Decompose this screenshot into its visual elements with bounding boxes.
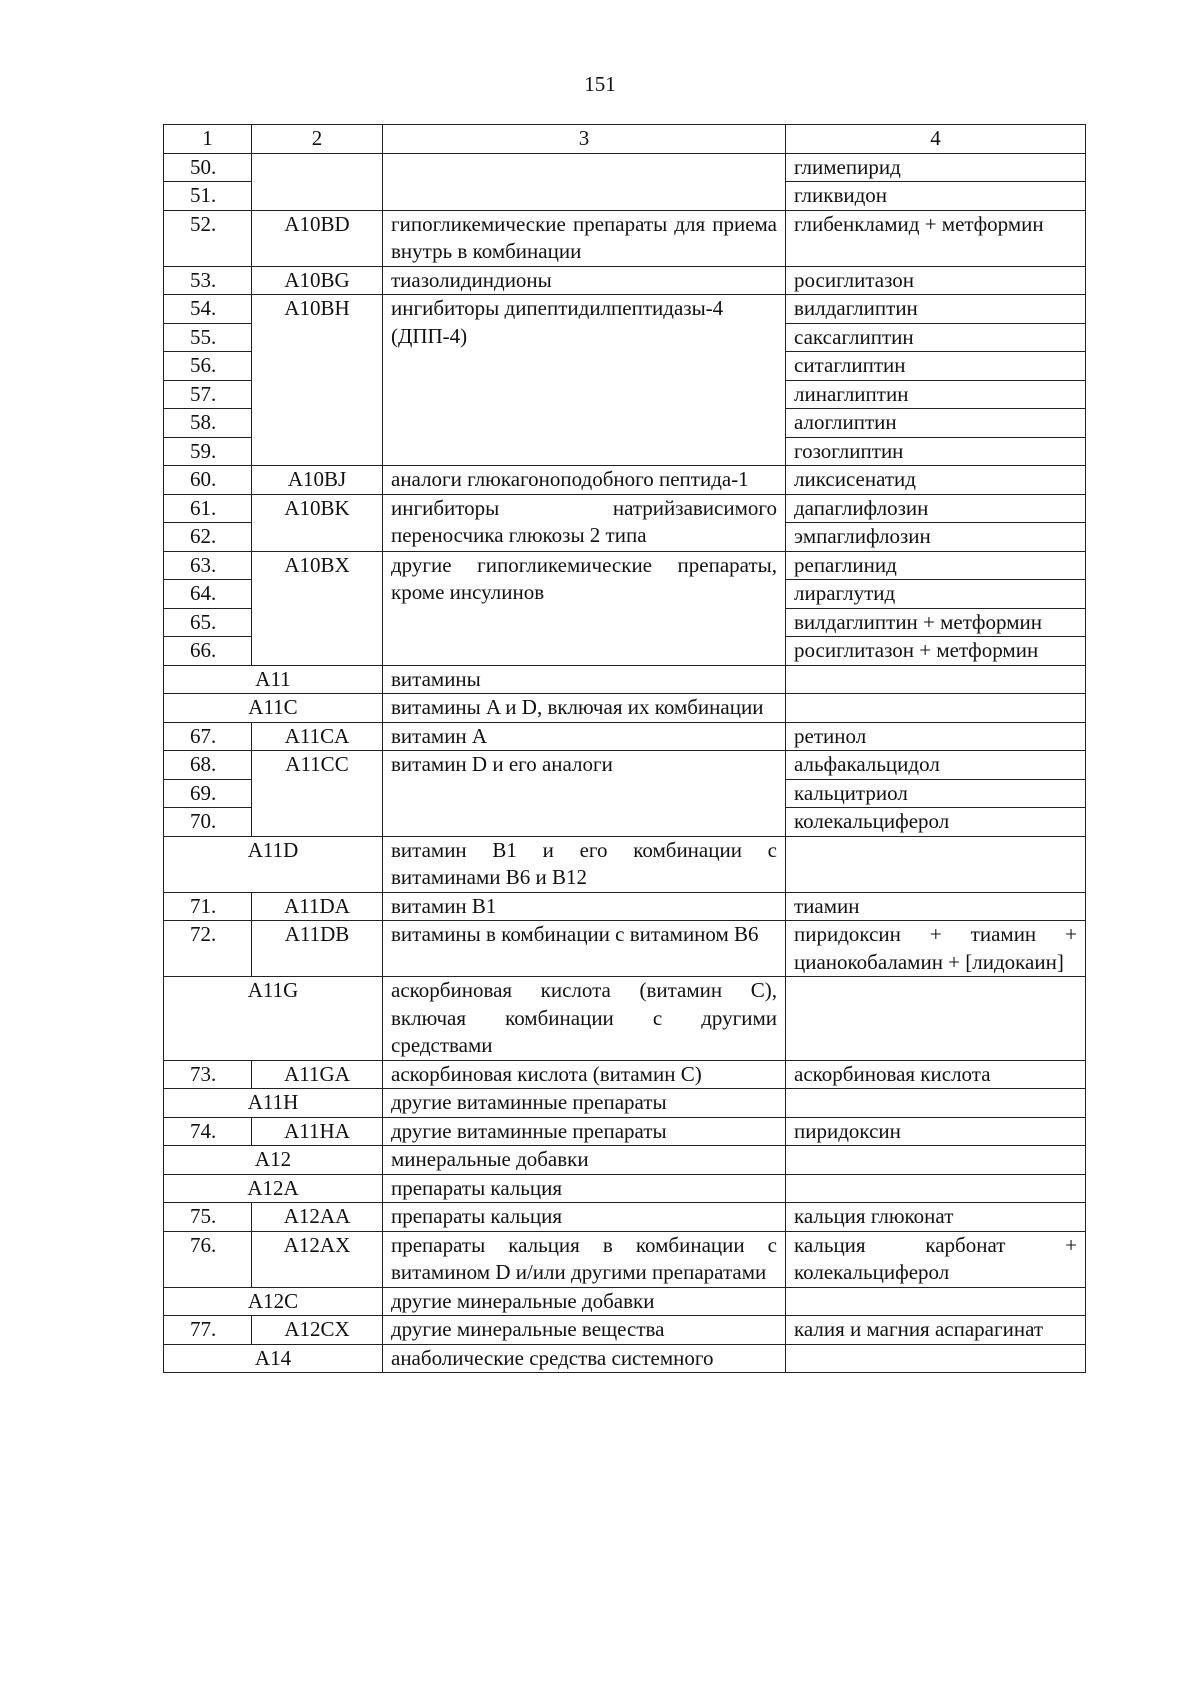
group-drug (786, 1344, 1086, 1373)
row-number: 69. (164, 779, 252, 808)
group-row (164, 836, 1086, 892)
row-number: 57. (164, 380, 252, 409)
group-description: аскорбиновая кислота (витамин C) (383, 1060, 786, 1089)
row-number: 64. (164, 580, 252, 609)
table-row (164, 210, 1086, 266)
drug-name: кальция глюконат (786, 1203, 1086, 1232)
group-description: препараты кальция (383, 1203, 786, 1232)
row-number: 74. (164, 1117, 252, 1146)
group-drug (786, 1287, 1086, 1316)
group-row (164, 1344, 1086, 1373)
drug-name: лираглутид (786, 580, 1086, 609)
atc-code: A10BD (252, 210, 383, 266)
group-description: минеральные добавки (383, 1146, 786, 1175)
table-row (164, 295, 1086, 324)
group-description: анаболические средства системного (383, 1344, 786, 1373)
group-description: препараты кальция в комбинации с витамином D и/или другими препаратами (383, 1231, 786, 1287)
group-row (164, 694, 1086, 723)
column-header: 4 (786, 125, 1086, 154)
atc-code: A10BX (252, 551, 383, 665)
drug-name: ликсисенатид (786, 466, 1086, 495)
group-code: A14 (164, 1344, 383, 1373)
table-row (164, 266, 1086, 295)
group-row (164, 1287, 1086, 1316)
group-description: другие минеральные добавки (383, 1287, 786, 1316)
drug-name: гликвидон (786, 182, 1086, 211)
group-description: витамины (383, 665, 786, 694)
group-description: другие минеральные вещества (383, 1316, 786, 1345)
table-row (164, 1117, 1086, 1146)
atc-code: A12AA (252, 1203, 383, 1232)
group-description: другие гипогликемические препараты, кроме инсулинов (383, 551, 786, 665)
row-number: 66. (164, 637, 252, 666)
group-description: другие витаминные препараты (383, 1089, 786, 1118)
table-row (164, 551, 1086, 580)
group-description: витамины A и D, включая их комбинации (383, 694, 786, 723)
row-number: 58. (164, 409, 252, 438)
group-code: A12A (164, 1174, 383, 1203)
drug-name: глимепирид (786, 153, 1086, 182)
row-number: 68. (164, 751, 252, 780)
group-description: ингибиторы дипептидилпептидазы-4 (ДПП-4) (383, 295, 786, 466)
row-number: 51. (164, 182, 252, 211)
group-description: витамины в комбинации с витамином B6 (383, 921, 786, 977)
drug-name: пиридоксин (786, 1117, 1086, 1146)
column-header: 2 (252, 125, 383, 154)
atc-code: A10BG (252, 266, 383, 295)
group-description: гипогликемические препараты для приема внутрь в комбинации (383, 210, 786, 266)
row-number: 71. (164, 892, 252, 921)
row-number: 61. (164, 494, 252, 523)
drug-name: калия и магния аспарагинат (786, 1316, 1086, 1345)
group-description: другие витаминные препараты (383, 1117, 786, 1146)
atc-code: A10BH (252, 295, 383, 466)
row-number: 59. (164, 437, 252, 466)
group-drug (786, 1146, 1086, 1175)
row-number: 54. (164, 295, 252, 324)
atc-code (252, 153, 383, 210)
group-drug (786, 1089, 1086, 1118)
atc-code: A11DB (252, 921, 383, 977)
group-drug (786, 977, 1086, 1061)
drug-name: вилдаглиптин + метформин (786, 608, 1086, 637)
row-number: 63. (164, 551, 252, 580)
group-code: A11H (164, 1089, 383, 1118)
row-number: 52. (164, 210, 252, 266)
drug-name: кальцитриол (786, 779, 1086, 808)
atc-code: A11HA (252, 1117, 383, 1146)
group-description: витамин D и его аналоги (383, 751, 786, 837)
table-row (164, 1060, 1086, 1089)
group-code: A11G (164, 977, 383, 1061)
page-number: 151 (584, 72, 616, 96)
row-number: 70. (164, 808, 252, 837)
row-number: 67. (164, 722, 252, 751)
group-description (383, 153, 786, 210)
drug-name: ретинол (786, 722, 1086, 751)
atc-code: A12AX (252, 1231, 383, 1287)
atc-code: A11CA (252, 722, 383, 751)
drug-name: саксаглиптин (786, 323, 1086, 352)
column-header: 1 (164, 125, 252, 154)
group-description: витамин A (383, 722, 786, 751)
atc-code: A11CC (252, 751, 383, 837)
row-number: 60. (164, 466, 252, 495)
atc-code: A11DA (252, 892, 383, 921)
row-number: 73. (164, 1060, 252, 1089)
group-row (164, 1146, 1086, 1175)
drug-name: репаглинид (786, 551, 1086, 580)
row-number: 56. (164, 352, 252, 381)
atc-code: A11GA (252, 1060, 383, 1089)
group-description: витамин B1 (383, 892, 786, 921)
table-row (164, 892, 1086, 921)
drug-name: дапаглифлозин (786, 494, 1086, 523)
group-description: ингибиторы натрийзависимого переносчика глюкозы 2 типа (383, 494, 786, 551)
table-row (164, 722, 1086, 751)
drug-name: ситаглиптин (786, 352, 1086, 381)
drug-name: альфакальцидол (786, 751, 1086, 780)
drug-name: линаглиптин (786, 380, 1086, 409)
atc-code: A12CX (252, 1316, 383, 1345)
column-header: 3 (383, 125, 786, 154)
drug-name: аскорбиновая кислота (786, 1060, 1086, 1089)
drug-name: вилдаглиптин (786, 295, 1086, 324)
group-row (164, 665, 1086, 694)
group-code: A11C (164, 694, 383, 723)
group-drug (786, 1174, 1086, 1203)
table-row (164, 494, 1086, 523)
row-number: 65. (164, 608, 252, 637)
table-row (164, 921, 1086, 977)
group-description: витамин B1 и его комбинации с витаминами B6 и B12 (383, 836, 786, 892)
drug-name: пиридоксин + тиамин + цианокобаламин + [лидокаин] (786, 921, 1086, 977)
group-description: аскорбиновая кислота (витамин C), включая комбинации с другими средствами (383, 977, 786, 1061)
group-code: A11D (164, 836, 383, 892)
row-number: 72. (164, 921, 252, 977)
drug-name: росиглитазон (786, 266, 1086, 295)
drug-name: росиглитазон + метформин (786, 637, 1086, 666)
group-description: тиазолидиндионы (383, 266, 786, 295)
drug-name: алоглиптин (786, 409, 1086, 438)
group-row (164, 1089, 1086, 1118)
group-description: препараты кальция (383, 1174, 786, 1203)
drug-name: глибенкламид + метформин (786, 210, 1086, 266)
row-number: 53. (164, 266, 252, 295)
group-code: A12 (164, 1146, 383, 1175)
table-body (164, 125, 1086, 1373)
group-code: A12C (164, 1287, 383, 1316)
table-row (164, 466, 1086, 495)
atc-code: A10BJ (252, 466, 383, 495)
row-number: 55. (164, 323, 252, 352)
group-drug (786, 665, 1086, 694)
drug-name: тиамин (786, 892, 1086, 921)
table-row (164, 751, 1086, 780)
row-number: 75. (164, 1203, 252, 1232)
drug-name: гозоглиптин (786, 437, 1086, 466)
row-number: 50. (164, 153, 252, 182)
table-row (164, 1203, 1086, 1232)
group-description: аналоги глюкагоноподобного пептида-1 (383, 466, 786, 495)
drug-name: кальция карбонат + колекальциферол (786, 1231, 1086, 1287)
group-row (164, 1174, 1086, 1203)
drug-name: колекальциферол (786, 808, 1086, 837)
row-number: 77. (164, 1316, 252, 1345)
group-drug (786, 836, 1086, 892)
group-code: A11 (164, 665, 383, 694)
table-row (164, 1316, 1086, 1345)
table-row (164, 153, 1086, 182)
column-header-row (164, 125, 1086, 154)
row-number: 76. (164, 1231, 252, 1287)
row-number: 62. (164, 523, 252, 552)
group-row (164, 977, 1086, 1061)
group-drug (786, 694, 1086, 723)
drug-classification-table (163, 124, 1086, 1373)
atc-code: A10BK (252, 494, 383, 551)
drug-name: эмпаглифлозин (786, 523, 1086, 552)
table-row (164, 1231, 1086, 1287)
